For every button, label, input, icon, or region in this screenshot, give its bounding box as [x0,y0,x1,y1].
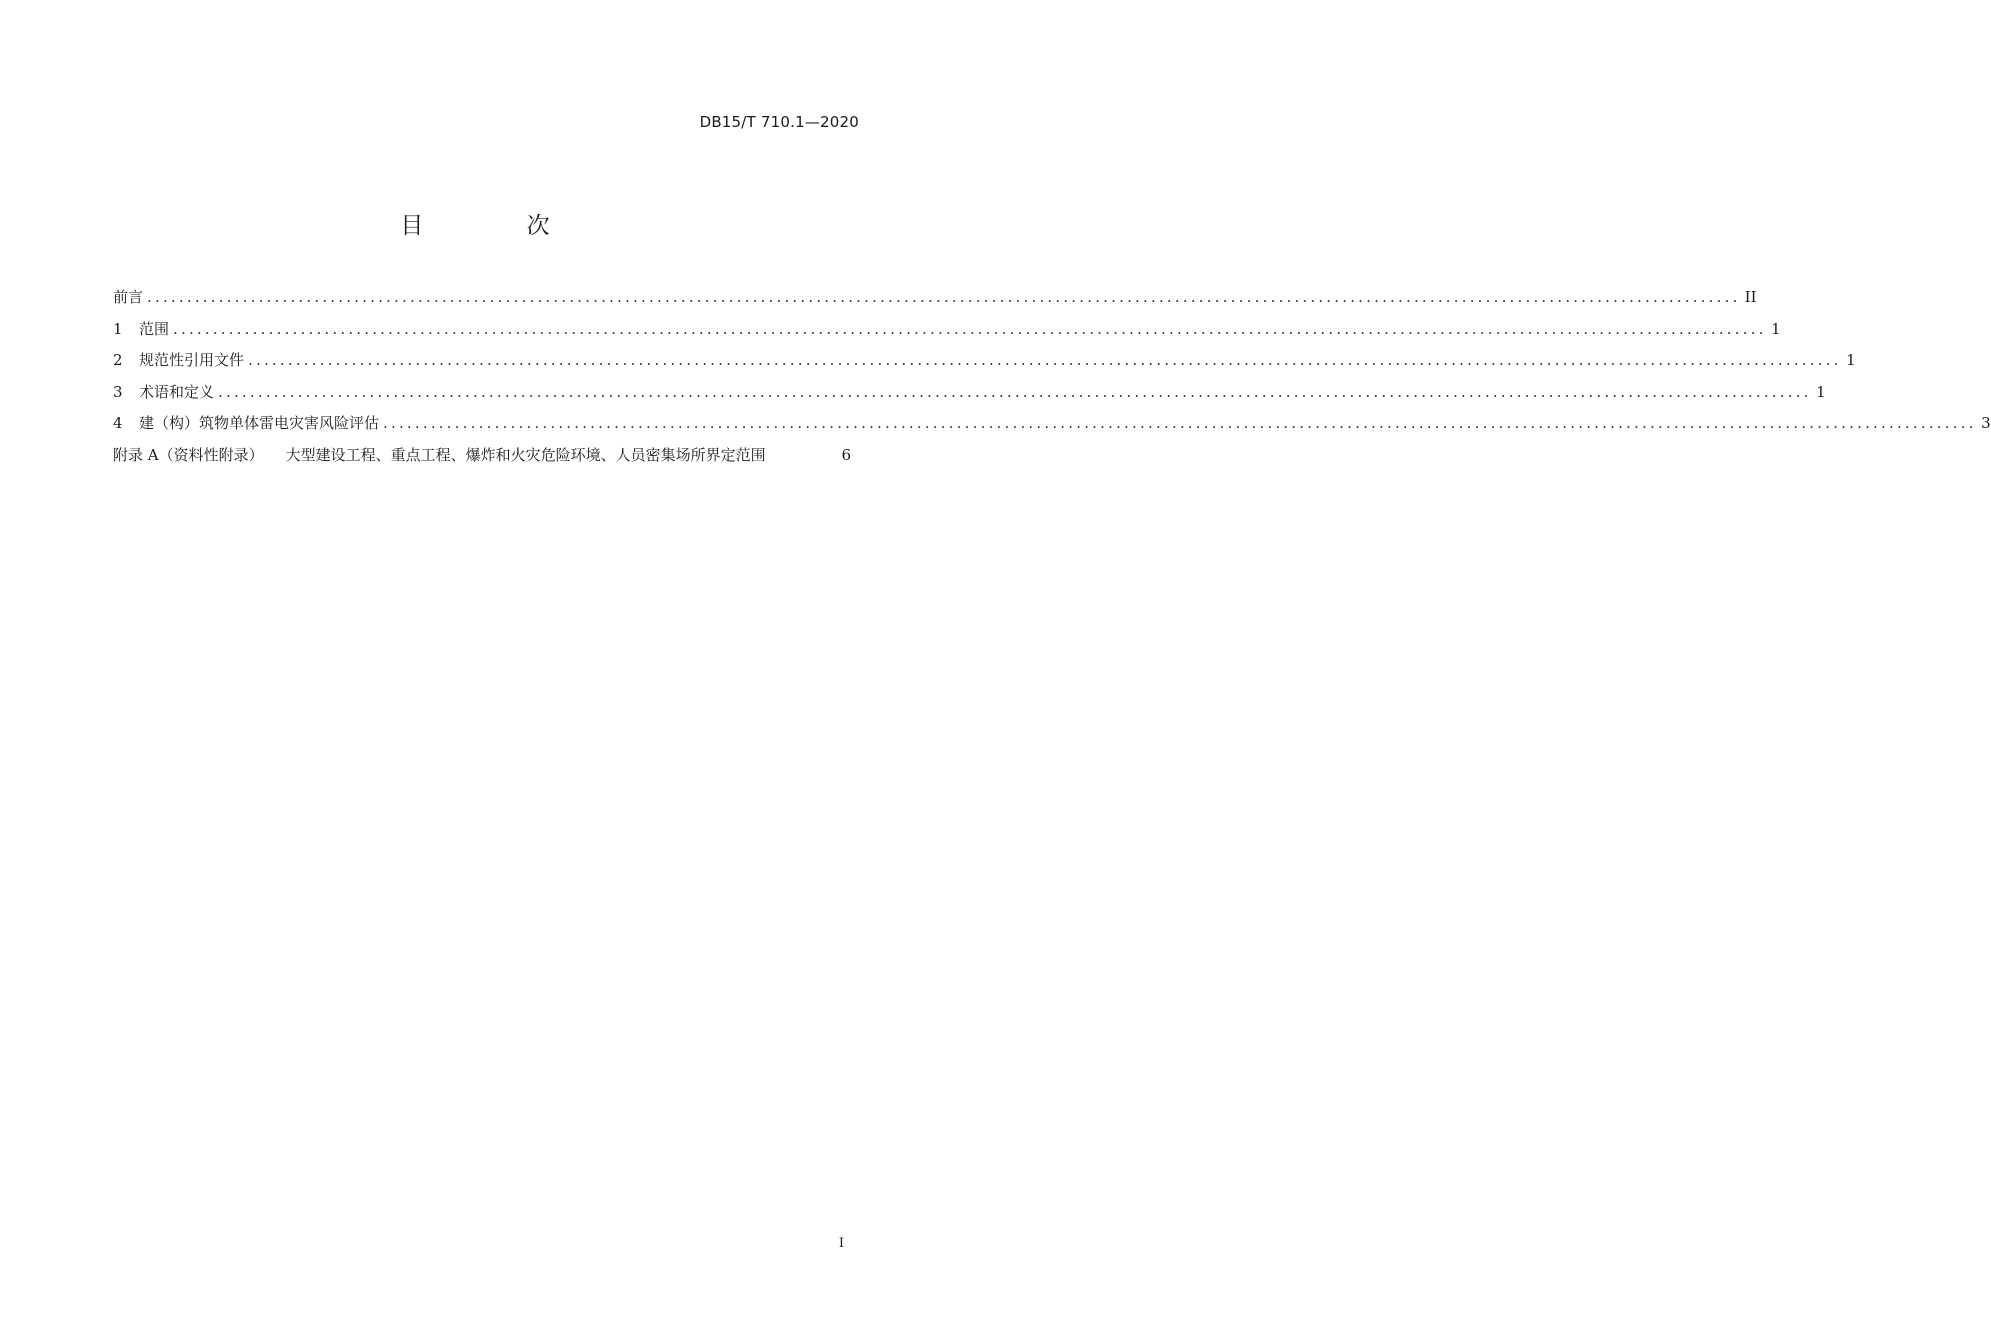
table-of-contents [113,286,1991,475]
toc-entry-page: 1 [1816,382,1826,401]
toc-leader-dots: ........................................................................................................................................................................................................ [248,351,1842,369]
toc-entry-page: 1 [1771,319,1781,338]
toc-entry-risk-assessment[interactable] [113,412,1991,444]
toc-entry-number: 4 [113,414,123,432]
toc-entry-page: 3 [1981,414,1991,432]
toc-entry-scope[interactable] [113,318,1781,350]
toc-entry-title: 术语和定义 [139,382,215,401]
toc-entry-preface[interactable] [113,286,1757,318]
toc-entry-page: 6 [841,445,851,464]
toc-entry-title: 建（构）筑物单体雷电灾害风险评估 [139,414,380,432]
page-number: I [838,1236,844,1251]
toc-leader-dots: ........................................................................................................................................................................................................ [173,319,1767,338]
toc-entry-label [113,349,244,370]
toc-entry-number: 2 [113,351,123,369]
toc-leader-dots: ........................................................................................................................................................................................................ [383,414,1977,432]
toc-entry-number: 3 [113,382,123,401]
document-code: DB15/T 710.1—2020 [699,113,859,131]
toc-leader-dots: ........................................................................................................................................................................................................ [218,382,1812,401]
toc-entry-label [113,412,379,433]
toc-entry-page: 1 [1846,351,1856,369]
toc-entry-page: II [1744,288,1757,306]
toc-entry-label: 前言 [113,288,144,306]
toc-entry-appendix-a[interactable] [113,444,851,476]
appendix-prefix: 附录 A（资料性附录） [113,445,264,464]
toc-entry-title: 范围 [139,319,170,338]
toc-entry-label [113,444,841,465]
toc-entry-number: 1 [113,319,123,338]
appendix-title: 大型建设工程、重点工程、爆炸和火灾危险环境、人员密集场所界定范围 [285,445,766,464]
toc-entry-terms-definitions[interactable] [113,381,1826,413]
toc-entry-label [113,381,214,402]
toc-leader-dots: ........................................................................................................................................................................................................ [147,288,1741,306]
toc-entry-normative-references[interactable] [113,349,1856,381]
toc-entry-title: 规范性引用文件 [139,351,245,369]
toc-entry-label [113,318,169,339]
page-title: 目 次 [400,213,598,239]
